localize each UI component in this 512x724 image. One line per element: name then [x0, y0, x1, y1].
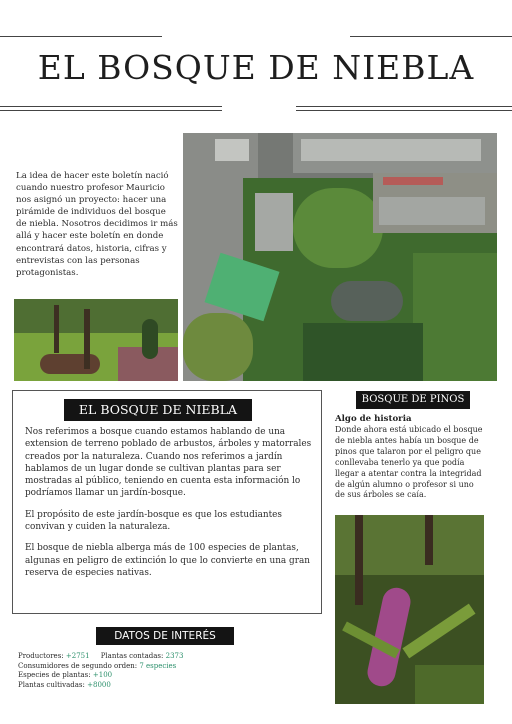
- datos-label: Productores:: [18, 652, 64, 660]
- title-rule-right-1: [296, 106, 512, 107]
- datos-value: +100: [92, 671, 113, 680]
- pinos-heading: Algo de historia: [335, 414, 412, 424]
- top-rule-right: [350, 36, 512, 37]
- title-rule-left-2: [0, 110, 222, 111]
- datos-row: [18, 671, 183, 681]
- garden-photo: [14, 299, 178, 381]
- datos-badge: DATOS DE INTERÉS: [96, 627, 234, 645]
- top-rule-left: [0, 36, 162, 37]
- pinos-badge: BOSQUE DE PINOS: [356, 391, 470, 409]
- datos-value: +2751: [65, 652, 90, 660]
- datos-label: Especies de plantas:: [18, 671, 91, 680]
- datos-value: 7 especies: [139, 661, 177, 670]
- main-article-text: [25, 426, 315, 588]
- datos-value: +8000: [87, 680, 111, 689]
- main-paragraph-2: El propósito de este jardín-bosque es que los estudiantes convivan y cuiden la naturaleza.: [25, 509, 282, 533]
- datos-label: Plantas cultivadas:: [18, 680, 85, 689]
- datos-label: Plantas contadas:: [100, 652, 164, 660]
- datos-row: [18, 662, 183, 672]
- page-title: EL BOSQUE DE NIEBLA: [37, 48, 475, 87]
- main-paragraph-3: El bosque de niebla alberga más de 100 especies de plantas, algunas en peligro de extinción lo que lo convierte en una gran reserva de especies nativas.: [25, 543, 310, 578]
- main-paragraph-1: Nos referimos a bosque cuando estamos hablando de una extension de terreno poblado de arbustos, árboles y matorrales creados por la naturaleza. Cuando nos referimos a jardín hablamos de un lugar donde se cultivan plantas para ser mostradas al público, teniendo en cuenta esta información lo podríamos llamar un jardín-bosque.: [25, 427, 312, 499]
- datos-label: Consumidores de segundo orden:: [18, 661, 138, 670]
- intro-paragraph: La idea de hacer este boletín nació cuando nuestro profesor Mauricio nos asignó un proyecto: hacer una pirámide de individuos del bosque de niebla. Nosotros decidimos ir más allá y hacer este boletín en donde encontrará datos, historia, cifras y entrevistas con las personas protagonistas.: [16, 171, 178, 278]
- main-article-badge: EL BOSQUE DE NIEBLA: [64, 399, 252, 421]
- datos-value: 2373: [165, 652, 184, 660]
- datos-list: [18, 652, 183, 690]
- datos-row: [18, 681, 183, 691]
- pinos-text: Donde ahora está ubicado el bosque de niebla antes había un bosque de pinos que talaron por el peligro que conllevaba tenerlo ya que podía llegar a atentar contra la integridad de algún alumno o profesor si uno de sus árboles se caía.: [335, 425, 483, 500]
- title-rule-right-2: [296, 110, 512, 111]
- datos-row: [18, 652, 183, 662]
- title-rule-left-1: [0, 106, 222, 107]
- aerial-garden-photo: [183, 133, 497, 381]
- bromeliad-photo: [335, 515, 484, 704]
